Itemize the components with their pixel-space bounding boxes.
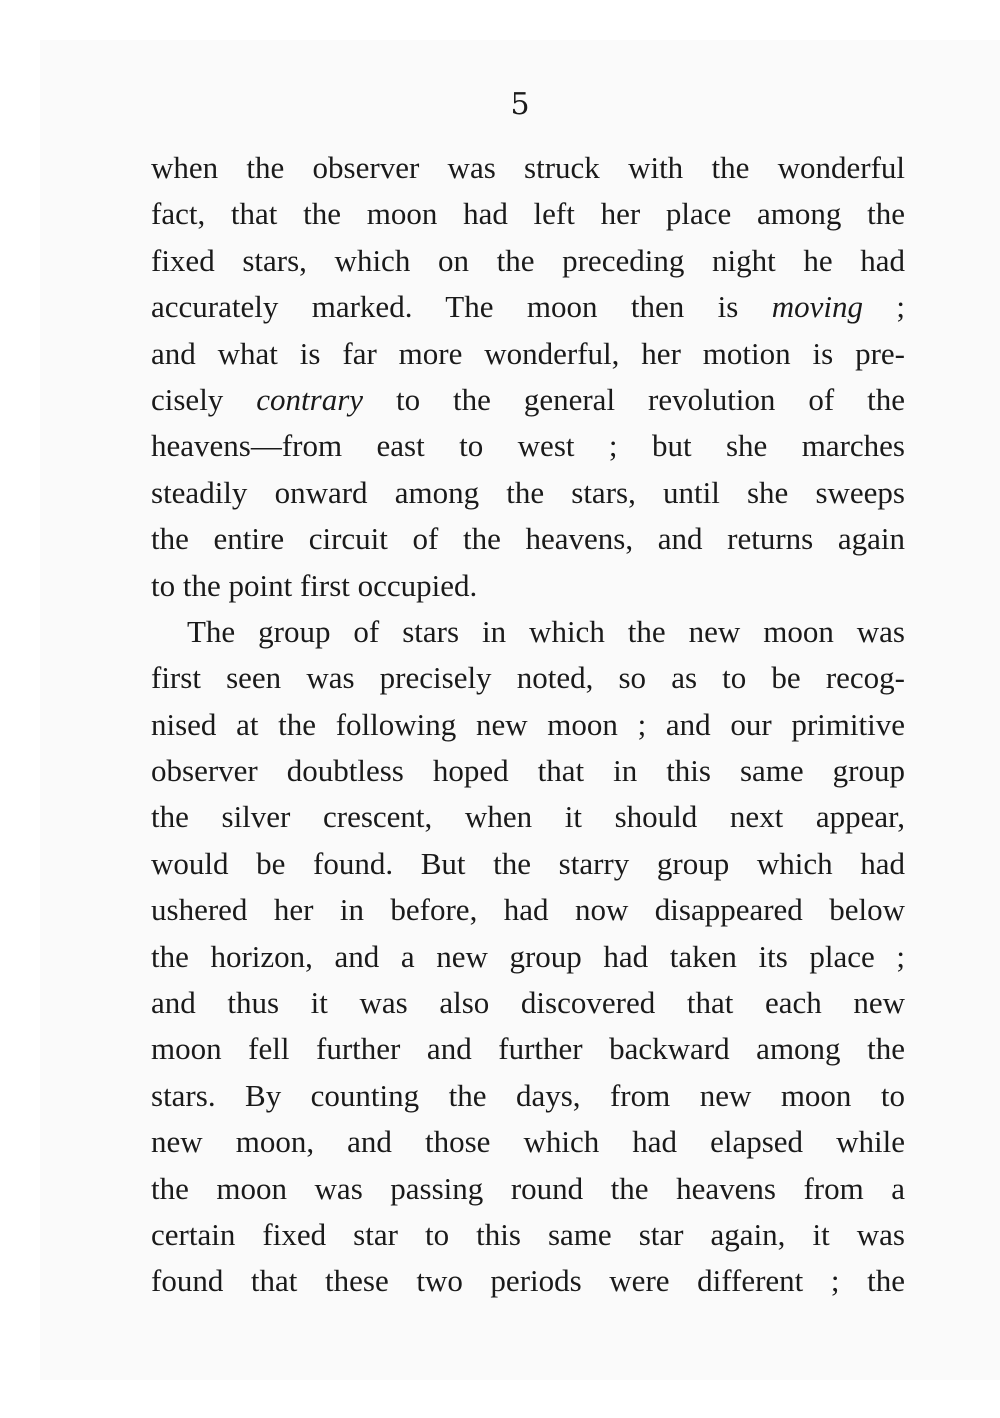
page (40, 40, 1000, 1380)
text-line (151, 377, 905, 423)
text-run: cisely (151, 381, 257, 417)
text-line: The group of stars in which the new moon was (187, 613, 905, 649)
text-line: heavens—from east to west ; but she marches (151, 428, 905, 464)
text-line: and what is far more wonderful, her motion is pre- (151, 335, 905, 371)
text-line: would be found. But the starry group which had (151, 845, 905, 881)
text-line: certain fixed star to this same star again, it was (151, 1216, 905, 1252)
body-text (151, 145, 905, 1305)
text-line: observer doubtless hoped that in this same group (151, 753, 905, 789)
text-line: and thus it was also discovered that each new (151, 985, 905, 1021)
text-line: nised at the following new moon ; and our primitive (151, 706, 905, 742)
text-line: the moon was passing round the heavens from a (151, 1170, 905, 1206)
text-line: stars. By counting the days, from new moon to (151, 1077, 905, 1113)
text-line: to the point first occupied. (151, 567, 478, 603)
text-line: fact, that the moon had left her place among the (151, 196, 905, 232)
italic-word-moving: moving (771, 289, 863, 325)
text-line: the entire circuit of the heavens, and returns again (151, 521, 905, 557)
text-line: first seen was precisely noted, so as to be recog- (151, 660, 905, 696)
text-line: new moon, and those which had elapsed while (151, 1124, 905, 1160)
page-number: 5 (510, 87, 530, 122)
text-line: fixed stars, which on the preceding night he had (151, 242, 905, 278)
text-line (151, 284, 905, 330)
text-run: to the general revolution of the (363, 381, 905, 417)
text-line: the silver crescent, when it should next appear, (151, 799, 905, 835)
text-line: steadily onward among the stars, until she sweeps (151, 474, 905, 510)
text-run: accurately marked. The moon then is (151, 289, 772, 325)
text-line: ushered her in before, had now disappeared below (151, 892, 905, 928)
italic-word-contrary: contrary (256, 381, 364, 417)
text-line: moon fell further and further backward among the (151, 1031, 905, 1067)
text-run: ; (862, 289, 905, 325)
text-line: the horizon, and a new group had taken its place ; (151, 938, 905, 974)
text-line: when the observer was struck with the wonderful (151, 150, 905, 185)
text-line: found that these two periods were different ; the (151, 1263, 905, 1299)
